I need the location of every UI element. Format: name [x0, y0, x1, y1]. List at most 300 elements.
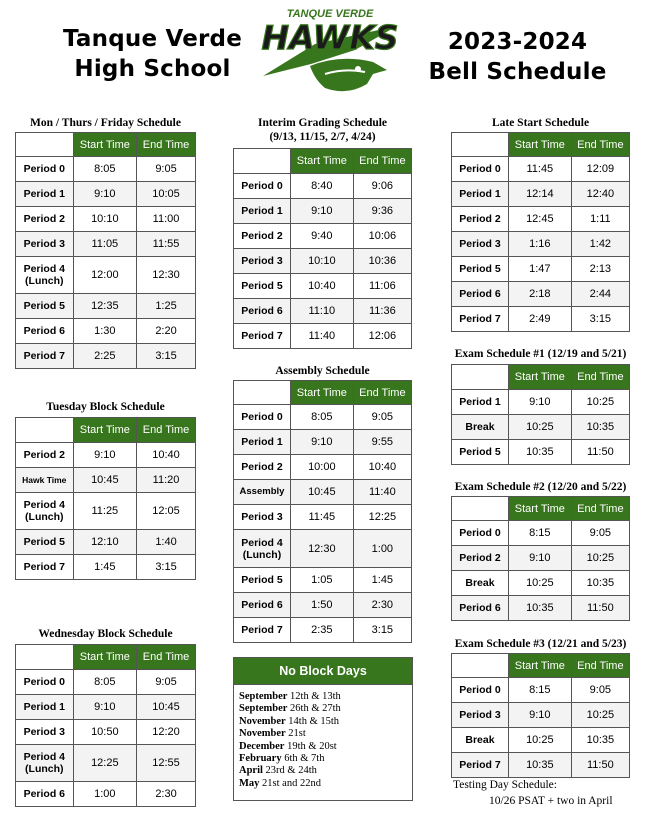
table-row	[234, 430, 412, 455]
table-row	[16, 443, 196, 468]
start-time: 12:25	[73, 745, 136, 782]
end-time: 2:44	[571, 282, 629, 307]
start-time: 1:30	[73, 319, 136, 344]
period-label: Period 4 (Lunch)	[16, 257, 74, 294]
mtf-schedule-table	[15, 132, 196, 369]
start-time: 8:05	[73, 670, 136, 695]
table-header-row	[16, 133, 196, 157]
no-block-day-dates: 14th & 15th	[288, 715, 340, 727]
table-row	[234, 505, 412, 530]
end-time-header: End Time	[571, 654, 629, 678]
start-time: 8:05	[73, 157, 136, 182]
start-time: 10:25	[508, 728, 571, 753]
period-label: Period 3	[234, 249, 291, 274]
end-time: 11:06	[353, 274, 411, 299]
interim-schedule	[233, 116, 412, 349]
school-name	[55, 24, 250, 84]
no-block-day-dates: 23rd & 24th	[265, 765, 317, 777]
table-row	[234, 568, 412, 593]
period-label: Period 1	[16, 182, 74, 207]
end-time: 1:42	[571, 232, 629, 257]
period-label: Period 1	[452, 182, 509, 207]
exam1-schedule-title: Exam Schedule #1 (12/19 and 5/21)	[454, 348, 627, 360]
start-time: 8:40	[290, 174, 353, 199]
start-time: 2:18	[508, 282, 571, 307]
end-time: 12:30	[137, 257, 196, 294]
end-time: 12:55	[137, 745, 196, 782]
table-header-row	[452, 133, 630, 157]
mtf-schedule-title: Mon / Thurs / Friday Schedule	[30, 117, 181, 129]
end-time: 9:05	[137, 670, 196, 695]
period-label: Period 0	[16, 157, 74, 182]
start-time-header: Start Time	[508, 497, 571, 521]
table-row	[452, 182, 630, 207]
table-row	[16, 294, 196, 319]
period-label: Period 1	[16, 695, 74, 720]
table-row	[16, 257, 196, 294]
no-block-day-month: April	[239, 765, 263, 777]
testing-day-title: Testing Day Schedule:	[453, 779, 557, 791]
end-time: 12:05	[137, 493, 196, 530]
wednesday-schedule-title: Wednesday Block Schedule	[38, 628, 173, 640]
period-label: Period 6	[16, 319, 74, 344]
period-label: Period 0	[452, 157, 509, 182]
period-label: Period 0	[234, 174, 291, 199]
end-time: 3:15	[353, 618, 411, 643]
period-label: Period 2	[16, 443, 74, 468]
table-row	[16, 207, 196, 232]
table-row	[234, 299, 412, 324]
start-time: 12:14	[508, 182, 571, 207]
start-time: 1:45	[73, 555, 136, 580]
start-time: 1:47	[508, 257, 571, 282]
end-time: 9:05	[571, 678, 629, 703]
start-time: 12:45	[508, 207, 571, 232]
table-row	[452, 257, 630, 282]
period-label: Period 2	[452, 207, 509, 232]
no-block-day-item	[239, 778, 412, 790]
late-start-schedule-table	[451, 132, 630, 332]
start-time: 10:40	[290, 274, 353, 299]
end-time: 2:13	[571, 257, 629, 282]
assembly-schedule	[233, 364, 412, 643]
exam1-schedule	[451, 347, 630, 465]
start-time-header: Start Time	[290, 381, 353, 405]
period-label: Period 5	[16, 294, 74, 319]
period-label: Period 6	[234, 299, 291, 324]
period-label: Period 7	[16, 344, 74, 369]
table-row	[452, 546, 630, 571]
header-blank-cell	[452, 365, 509, 390]
no-block-day-item	[239, 728, 412, 740]
end-time: 12:40	[571, 182, 629, 207]
start-time: 10:25	[508, 415, 571, 440]
header-blank-cell	[452, 654, 509, 678]
end-time: 2:20	[137, 319, 196, 344]
table-row	[16, 319, 196, 344]
table-row	[16, 670, 196, 695]
end-time: 11:55	[137, 232, 196, 257]
table-row	[234, 274, 412, 299]
period-label: Period 0	[16, 670, 74, 695]
hawks-logo	[255, 4, 405, 104]
start-time: 10:50	[73, 720, 136, 745]
school-year: 2023-2024	[447, 29, 588, 55]
wednesday-schedule-table	[15, 644, 196, 807]
period-label: Period 3	[16, 720, 74, 745]
start-time: 11:05	[73, 232, 136, 257]
header-blank-cell	[234, 149, 291, 174]
no-block-day-dates: 6th & 7th	[284, 753, 325, 765]
end-time: 9:05	[353, 405, 411, 430]
period-label: Period 1	[452, 390, 509, 415]
interim-schedule-title: Interim Grading Schedule	[257, 117, 388, 129]
table-row	[234, 530, 412, 568]
end-time: 12:09	[571, 157, 629, 182]
start-time-header: Start Time	[73, 133, 136, 157]
end-time-header: End Time	[571, 497, 629, 521]
start-time: 12:00	[73, 257, 136, 294]
exam3-schedule-title: Exam Schedule #3 (12/21 and 5/23)	[454, 638, 627, 650]
exam2-schedule-table	[451, 496, 630, 621]
end-time: 10:35	[571, 415, 629, 440]
end-time: 10:05	[137, 182, 196, 207]
period-label: Period 3	[452, 703, 509, 728]
table-row	[16, 344, 196, 369]
assembly-schedule-table	[233, 380, 412, 643]
start-time: 8:15	[508, 678, 571, 703]
no-block-day-month: November	[239, 715, 286, 727]
table-row	[234, 249, 412, 274]
no-block-day-month: February	[239, 753, 282, 765]
end-time: 11:50	[571, 753, 629, 778]
start-time: 10:35	[508, 440, 571, 465]
schedule-heading	[410, 27, 625, 87]
end-time: 10:35	[571, 728, 629, 753]
end-time: 10:06	[353, 224, 411, 249]
no-block-day-item	[239, 741, 412, 753]
no-block-day-item	[239, 765, 412, 777]
end-time: 3:15	[137, 555, 196, 580]
end-time: 1:00	[353, 530, 411, 568]
start-time: 2:25	[73, 344, 136, 369]
start-time: 2:35	[290, 618, 353, 643]
no-block-day-dates: 19th & 20st	[287, 740, 337, 752]
period-label: Hawk Time	[16, 468, 74, 493]
table-row	[16, 695, 196, 720]
logo-top-text: TANQUE VERDE	[286, 8, 374, 20]
testing-day-line: 10/26 PSAT + two in April	[489, 795, 613, 807]
end-time: 9:06	[353, 174, 411, 199]
end-time: 10:40	[353, 455, 411, 480]
end-time-header: End Time	[137, 645, 196, 670]
period-label: Period 5	[234, 568, 291, 593]
end-time: 3:15	[571, 307, 629, 332]
period-label: Period 6	[452, 596, 509, 621]
start-time: 9:10	[508, 546, 571, 571]
exam1-schedule-table	[451, 364, 630, 465]
start-time-header: Start Time	[73, 645, 136, 670]
start-time: 2:49	[508, 307, 571, 332]
late-start-schedule-title: Late Start Schedule	[491, 117, 590, 129]
table-row	[234, 324, 412, 349]
start-time: 1:05	[290, 568, 353, 593]
table-row	[452, 157, 630, 182]
table-row	[16, 530, 196, 555]
table-row	[16, 157, 196, 182]
start-time-header: Start Time	[508, 654, 571, 678]
start-time: 9:10	[73, 695, 136, 720]
start-time: 10:25	[508, 571, 571, 596]
start-time-header: Start Time	[508, 365, 571, 390]
mtf-schedule	[15, 116, 196, 369]
end-time-header: End Time	[571, 133, 629, 157]
no-block-day-item	[239, 691, 412, 703]
start-time: 1:50	[290, 593, 353, 618]
period-label: Period 4 (Lunch)	[16, 493, 74, 530]
header-blank-cell	[16, 645, 74, 670]
start-time: 11:25	[73, 493, 136, 530]
tuesday-schedule-title: Tuesday Block Schedule	[46, 401, 165, 413]
header-blank-cell	[16, 133, 74, 157]
start-time: 1:00	[73, 782, 136, 807]
start-time: 10:45	[290, 480, 353, 505]
table-header-row	[234, 381, 412, 405]
table-row	[234, 199, 412, 224]
start-time: 8:05	[290, 405, 353, 430]
exam3-schedule	[451, 637, 630, 778]
period-label: Period 3	[16, 232, 74, 257]
no-block-day-month: September	[239, 691, 288, 702]
period-label: Period 5	[234, 274, 291, 299]
no-block-day-dates: 26th & 27th	[290, 703, 341, 715]
start-time: 9:40	[290, 224, 353, 249]
end-time: 10:25	[571, 703, 629, 728]
start-time: 11:45	[290, 505, 353, 530]
end-time: 11:20	[137, 468, 196, 493]
no-block-days	[233, 657, 413, 801]
start-time: 9:10	[73, 443, 136, 468]
table-header-row	[16, 645, 196, 670]
table-row	[452, 678, 630, 703]
header-blank-cell	[234, 381, 291, 405]
period-label: Period 2	[452, 546, 509, 571]
table-row	[234, 480, 412, 505]
end-time: 11:40	[353, 480, 411, 505]
start-time: 8:15	[508, 521, 571, 546]
end-time: 9:36	[353, 199, 411, 224]
start-time: 9:10	[508, 703, 571, 728]
table-header-row	[452, 497, 630, 521]
no-block-day-item	[239, 753, 412, 765]
end-time: 1:11	[571, 207, 629, 232]
table-row	[16, 782, 196, 807]
period-label: Break	[452, 571, 509, 596]
table-row	[16, 468, 196, 493]
table-row	[234, 618, 412, 643]
no-block-day-dates: 21st	[288, 728, 306, 740]
no-block-days-list	[234, 685, 412, 790]
period-label: Break	[452, 415, 509, 440]
start-time: 10:10	[290, 249, 353, 274]
start-time: 10:10	[73, 207, 136, 232]
end-time: 3:15	[137, 344, 196, 369]
start-time: 11:10	[290, 299, 353, 324]
start-time: 9:10	[73, 182, 136, 207]
table-row	[234, 174, 412, 199]
end-time: 2:30	[137, 782, 196, 807]
table-row	[452, 415, 630, 440]
table-row	[452, 521, 630, 546]
period-label: Period 1	[234, 430, 291, 455]
no-block-day-dates: 12th & 13th	[290, 691, 341, 702]
start-time: 12:30	[290, 530, 353, 568]
period-label: Assembly	[234, 480, 291, 505]
period-label: Period 3	[452, 232, 509, 257]
table-header-row	[452, 365, 630, 390]
end-time: 11:36	[353, 299, 411, 324]
end-time-header: End Time	[571, 365, 629, 390]
tuesday-schedule	[15, 400, 196, 580]
table-row	[452, 207, 630, 232]
period-label: Period 2	[234, 224, 291, 249]
end-time: 1:40	[137, 530, 196, 555]
period-label: Period 4 (Lunch)	[234, 530, 291, 568]
end-time: 10:25	[571, 546, 629, 571]
no-block-day-item	[239, 703, 412, 715]
table-header-row	[234, 149, 412, 174]
interim-schedule-table	[233, 148, 412, 349]
table-row	[16, 555, 196, 580]
no-block-day-month: May	[239, 777, 260, 789]
table-row	[16, 745, 196, 782]
exam3-schedule-table	[451, 653, 630, 778]
table-row	[452, 571, 630, 596]
table-row	[452, 390, 630, 415]
table-row	[16, 493, 196, 530]
end-time: 10:40	[137, 443, 196, 468]
table-row	[452, 282, 630, 307]
start-time: 9:10	[290, 199, 353, 224]
end-time: 10:25	[571, 390, 629, 415]
period-label: Period 1	[234, 199, 291, 224]
start-time: 10:35	[508, 596, 571, 621]
table-header-row	[16, 418, 196, 443]
end-time: 9:05	[137, 157, 196, 182]
start-time: 10:00	[290, 455, 353, 480]
end-time-header: End Time	[137, 418, 196, 443]
table-row	[452, 703, 630, 728]
end-time-header: End Time	[353, 381, 411, 405]
logo-main-text: HAWKS	[261, 18, 399, 57]
table-row	[452, 232, 630, 257]
period-label: Period 4 (Lunch)	[16, 745, 74, 782]
period-label: Period 7	[452, 753, 509, 778]
period-label: Period 5	[452, 440, 509, 465]
period-label: Period 2	[16, 207, 74, 232]
start-time: 10:35	[508, 753, 571, 778]
end-time-header: End Time	[353, 149, 411, 174]
period-label: Period 3	[234, 505, 291, 530]
start-time: 9:10	[508, 390, 571, 415]
end-time: 1:45	[353, 568, 411, 593]
table-row	[16, 182, 196, 207]
start-time: 11:40	[290, 324, 353, 349]
table-row	[16, 720, 196, 745]
end-time: 9:05	[571, 521, 629, 546]
start-time: 11:45	[508, 157, 571, 182]
table-row	[452, 307, 630, 332]
table-row	[452, 440, 630, 465]
no-block-day-month: December	[239, 740, 285, 752]
end-time: 9:55	[353, 430, 411, 455]
period-label: Period 6	[234, 593, 291, 618]
table-row	[234, 455, 412, 480]
table-row	[452, 753, 630, 778]
period-label: Period 7	[16, 555, 74, 580]
period-label: Period 5	[16, 530, 74, 555]
start-time-header: Start Time	[73, 418, 136, 443]
page-title: Bell Schedule	[428, 59, 607, 85]
no-block-day-dates: 21st and 22nd	[262, 777, 321, 789]
table-row	[452, 596, 630, 621]
header-blank-cell	[16, 418, 74, 443]
end-time: 10:36	[353, 249, 411, 274]
end-time: 11:50	[571, 596, 629, 621]
period-label: Period 2	[234, 455, 291, 480]
period-label: Period 7	[234, 618, 291, 643]
end-time: 12:06	[353, 324, 411, 349]
table-row	[452, 728, 630, 753]
interim-schedule-dates: (9/13, 11/15, 2/7, 4/24)	[269, 131, 376, 143]
exam2-schedule	[451, 480, 630, 621]
start-time-header: Start Time	[508, 133, 571, 157]
start-time-header: Start Time	[290, 149, 353, 174]
start-time: 10:45	[73, 468, 136, 493]
header-blank-cell	[452, 497, 509, 521]
no-block-days-title: No Block Days	[234, 658, 412, 685]
assembly-schedule-title: Assembly Schedule	[275, 365, 370, 377]
period-label: Period 7	[452, 307, 509, 332]
end-time: 11:50	[571, 440, 629, 465]
end-time: 10:35	[571, 571, 629, 596]
late-start-schedule	[451, 116, 630, 332]
tuesday-schedule-table	[15, 417, 196, 580]
end-time: 2:30	[353, 593, 411, 618]
table-row	[16, 232, 196, 257]
period-label: Period 0	[452, 521, 509, 546]
start-time: 9:10	[290, 430, 353, 455]
period-label: Period 7	[234, 324, 291, 349]
exam2-schedule-title: Exam Schedule #2 (12/20 and 5/22)	[454, 481, 627, 493]
end-time: 12:25	[353, 505, 411, 530]
no-block-day-month: November	[239, 728, 286, 740]
table-row	[234, 593, 412, 618]
end-time: 12:20	[137, 720, 196, 745]
period-label: Break	[452, 728, 509, 753]
table-header-row	[452, 654, 630, 678]
table-row	[234, 405, 412, 430]
school-name-line2: High School	[74, 56, 231, 82]
period-label: Period 0	[452, 678, 509, 703]
start-time: 12:10	[73, 530, 136, 555]
school-name-line1: Tanque Verde	[62, 26, 242, 52]
period-label: Period 0	[234, 405, 291, 430]
end-time: 1:25	[137, 294, 196, 319]
header-blank-cell	[452, 133, 509, 157]
logo-hawk-head	[310, 59, 387, 91]
end-time: 11:00	[137, 207, 196, 232]
